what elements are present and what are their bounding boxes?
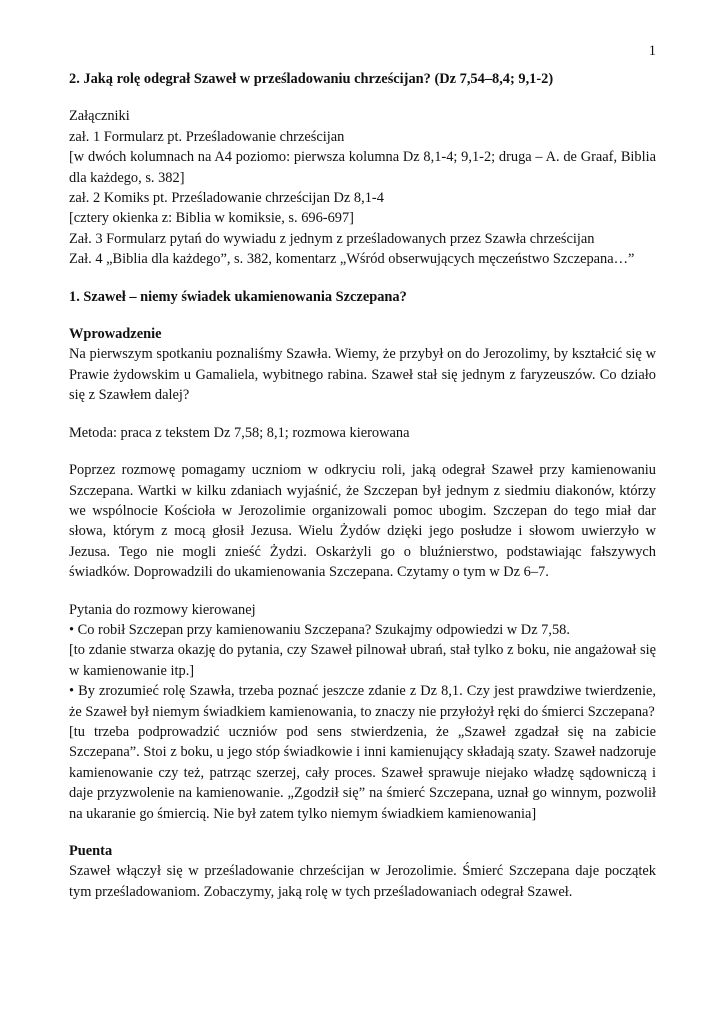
question-item: • By zrozumieć rolę Szawła, trzeba poznać jeszcze zdanie z Dz 8,1. Czy jest prawdziwe twierdzenie, że Szaweł był niemym świadkiem kamienowania, to znaczy nie przyłożył ręki do śmierci Szczepana? — [69, 683, 656, 720]
page-number: 1 — [648, 43, 656, 59]
attachments-heading: Załączniki — [69, 108, 130, 125]
attachment-line: [cztery okienka z: Biblia w komiksie, s. 696-697] — [69, 210, 354, 227]
attachment-line: Zał. 4 „Biblia dla każdego”, s. 382, komentarz „Wśród obserwujących męczeństwo Szczepana…” — [69, 251, 635, 268]
attachment-line: zał. 2 Komiks pt. Prześladowanie chrześcijan Dz 8,1-4 — [69, 190, 384, 207]
attachment-line: zał. 1 Formularz pt. Prześladowanie chrześcijan — [69, 128, 345, 145]
attachment-line: Zał. 3 Formularz pytań do wywiadu z jednym z prześladowanych przez Szawła chrześcijan — [69, 230, 595, 247]
intro-text: Na pierwszym spotkaniu poznaliśmy Szawła. Wiemy, że przybył on do Jerozolimy, by kształcić się w Prawie żydowskim u Gamaliela, wybitnego rabina. Szaweł stał się jednym z faryzeuszów. Co działo się z Szawłem dalej? — [69, 346, 656, 404]
question-item: • Co robił Szczepan przy kamienowaniu Szczepana? Szukajmy odpowiedzi w Dz 7,58. — [69, 621, 570, 638]
description-paragraph: Poprzez rozmowę pomagamy uczniom w odkryciu roli, jaką odegrał Szaweł przy kamienowaniu Szczepana. Wartki w kilku zdaniach wyjaśnić, że Szczepan był jednym z siedmiu diakonów, którzy we wspólnocie Kościoła w Jerozolimie organizowali pomoc ubogim. Szczepan do tego miał dar słowa, którym z mocą głosił Jezusa. Wielu Żydów dzięki jego posłudze i słowom uwierzyło w Jezusa. Tego nie mogli znieść Żydzi. Oskarżyli go o bluźnierstwo, podstawiając fałszywych świadków. Doprowadzili do ukamienowania Szczepana. Czytamy o tym w Dz 6–7. — [69, 462, 656, 581]
teacher-note: [tu trzeba podprowadzić uczniów pod sens stwierdzenia, że „Szaweł zgadzał się na zabicie Szczepana”. Stoi z boku, u jego stóp świadkowie i inni kamienujący składają szaty. Szaweł nadzoruje kamienowanie czy też, patrząc szerzej, cały proces. Szaweł sprawuje niejako władzę sądowniczą i daje przyzwolenie na kamienowanie. „Zgodził się” na śmierć Szczepana, uznał go winnym, pozwolił na ukaranie go śmiercią. Nie był zatem tylko niemym świadkiem kamienowania] — [69, 723, 656, 822]
intro-heading: Wprowadzenie — [69, 326, 162, 343]
puenta-heading: Puenta — [69, 843, 113, 859]
attachment-line: [w dwóch kolumnach na A4 poziomo: pierwsza kolumna Dz 8,1-4; 9,1-2; druga – A. de Graaf, Biblia dla każdego, s. 382] — [69, 149, 656, 186]
questions-heading: Pytania do rozmowy kierowanej — [69, 601, 256, 618]
section-title: 1. Szaweł – niemy świadek ukamienowania Szczepana? — [69, 288, 407, 305]
document-content — [69, 69, 656, 902]
puenta-text: Szaweł włączył się w prześladowanie chrześcijan w Jerozolimie. Śmierć Szczepana daje początek tym prześladowaniom. Zobaczymy, jaką rolę w tych prześladowaniach odegrał Szaweł. — [69, 863, 656, 900]
attachments-section — [69, 106, 656, 269]
lesson-title: 2. Jaką rolę odegrał Szaweł w prześladowaniu chrześcijan? (Dz 7,54–8,4; 9,1-2) — [69, 71, 554, 87]
teacher-note: [to zdanie stwarza okazję do pytania, czy Szaweł pilnował ubrań, stał tylko z boku, nie angażował się w kamienowanie itp.] — [69, 642, 656, 679]
method-line: Metoda: praca z tekstem Dz 7,58; 8,1; rozmowa kierowana — [69, 424, 410, 441]
